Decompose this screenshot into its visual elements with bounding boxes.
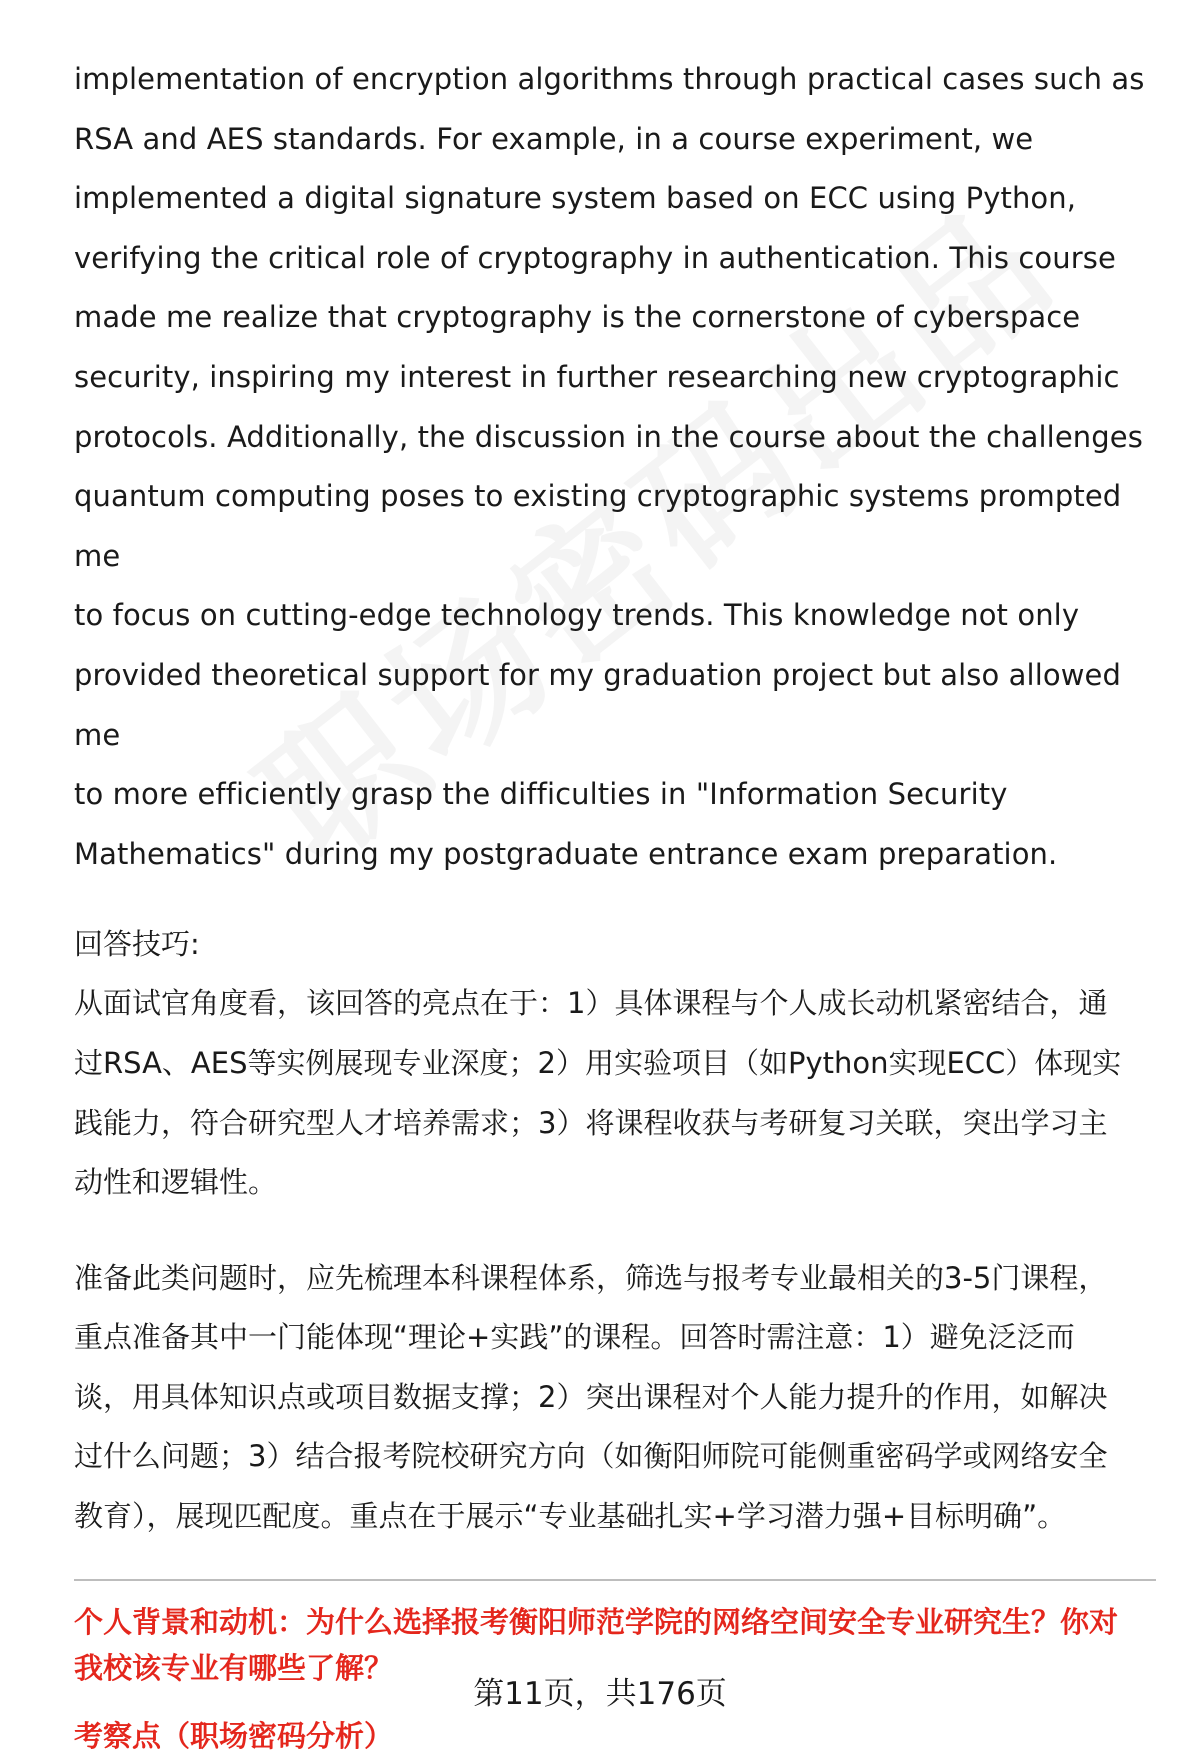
text-line: provided theoretical support for my graduation project but also allowed me: [74, 657, 1121, 752]
assessment-subheading: 考察点（职场密码分析）: [74, 1718, 394, 1753]
text-line: 过什么问题；3）结合报考院校研究方向（如衡阳师院可能侧重密码学或网络安全: [74, 1439, 1108, 1474]
text-line: 教育），展现匹配度。重点在于展示“专业基础扎实+学习潜力强+目标明确”。: [74, 1499, 1067, 1534]
page-number: 第11页，共176页: [473, 1676, 727, 1712]
text-line: quantum computing poses to existing cryptographic systems prompted me: [74, 479, 1122, 573]
text-line: RSA and AES standards. For example, in a course experiment, we: [74, 121, 1034, 156]
text-line: 从面试官角度看，该回答的亮点在于：1）具体课程与个人成长动机紧密结合，通: [74, 986, 1108, 1021]
text-line: to focus on cutting-edge technology trends. This knowledge not only: [74, 598, 1080, 633]
preparation-paragraph: [74, 1249, 1156, 1547]
text-line: verifying the critical role of cryptography in authentication. This course: [74, 240, 1116, 275]
text-line: 动性和逻辑性。: [74, 1165, 278, 1200]
text-line: 重点准备其中一门能体现“理论+实践”的课程。回答时需注意：1）避免泛泛而: [74, 1320, 1075, 1355]
text-line: to more efficiently grasp the difficulties in "Information Security: [74, 777, 1008, 812]
question-line: 个人背景和动机：为什么选择报考衡阳师范学院的网络空间安全专业研究生？你对: [74, 1604, 1119, 1639]
text-line: security, inspiring my interest in further researching new cryptographic: [74, 359, 1120, 394]
text-line: made me realize that cryptography is the cornerstone of cyberspace: [74, 300, 1081, 335]
text-line: Mathematics" during my postgraduate entrance exam preparation.: [74, 836, 1058, 871]
text-line: implementation of encryption algorithms through practical cases such as: [74, 62, 1145, 96]
text-line: 准备此类问题时，应先梳理本科课程体系，筛选与报考专业最相关的3-5门课程，: [74, 1260, 1108, 1295]
tips-label: 回答技巧:: [74, 927, 200, 962]
section-divider: [74, 1579, 1156, 1581]
text-line: 践能力，符合研究型人才培养需求；3）将课程收获与考研复习关联，突出学习主: [74, 1105, 1108, 1140]
text-line: implemented a digital signature system based on ECC using Python,: [74, 181, 1077, 216]
answer-paragraph-english: [74, 50, 1156, 884]
text-line: protocols. Additionally, the discussion in the course about the challenges: [74, 419, 1143, 454]
document-page: [74, 50, 1156, 1759]
text-line: 谈，用具体知识点或项目数据支撑；2）突出课程对个人能力提升的作用，如解决: [74, 1379, 1108, 1414]
tips-paragraph: [74, 974, 1156, 1212]
question-line: 我校该专业有哪些了解？: [74, 1650, 394, 1685]
text-line: 过RSA、AES等实例展现专业深度；2）用实验项目（如Python实现ECC）体现实: [74, 1045, 1122, 1080]
